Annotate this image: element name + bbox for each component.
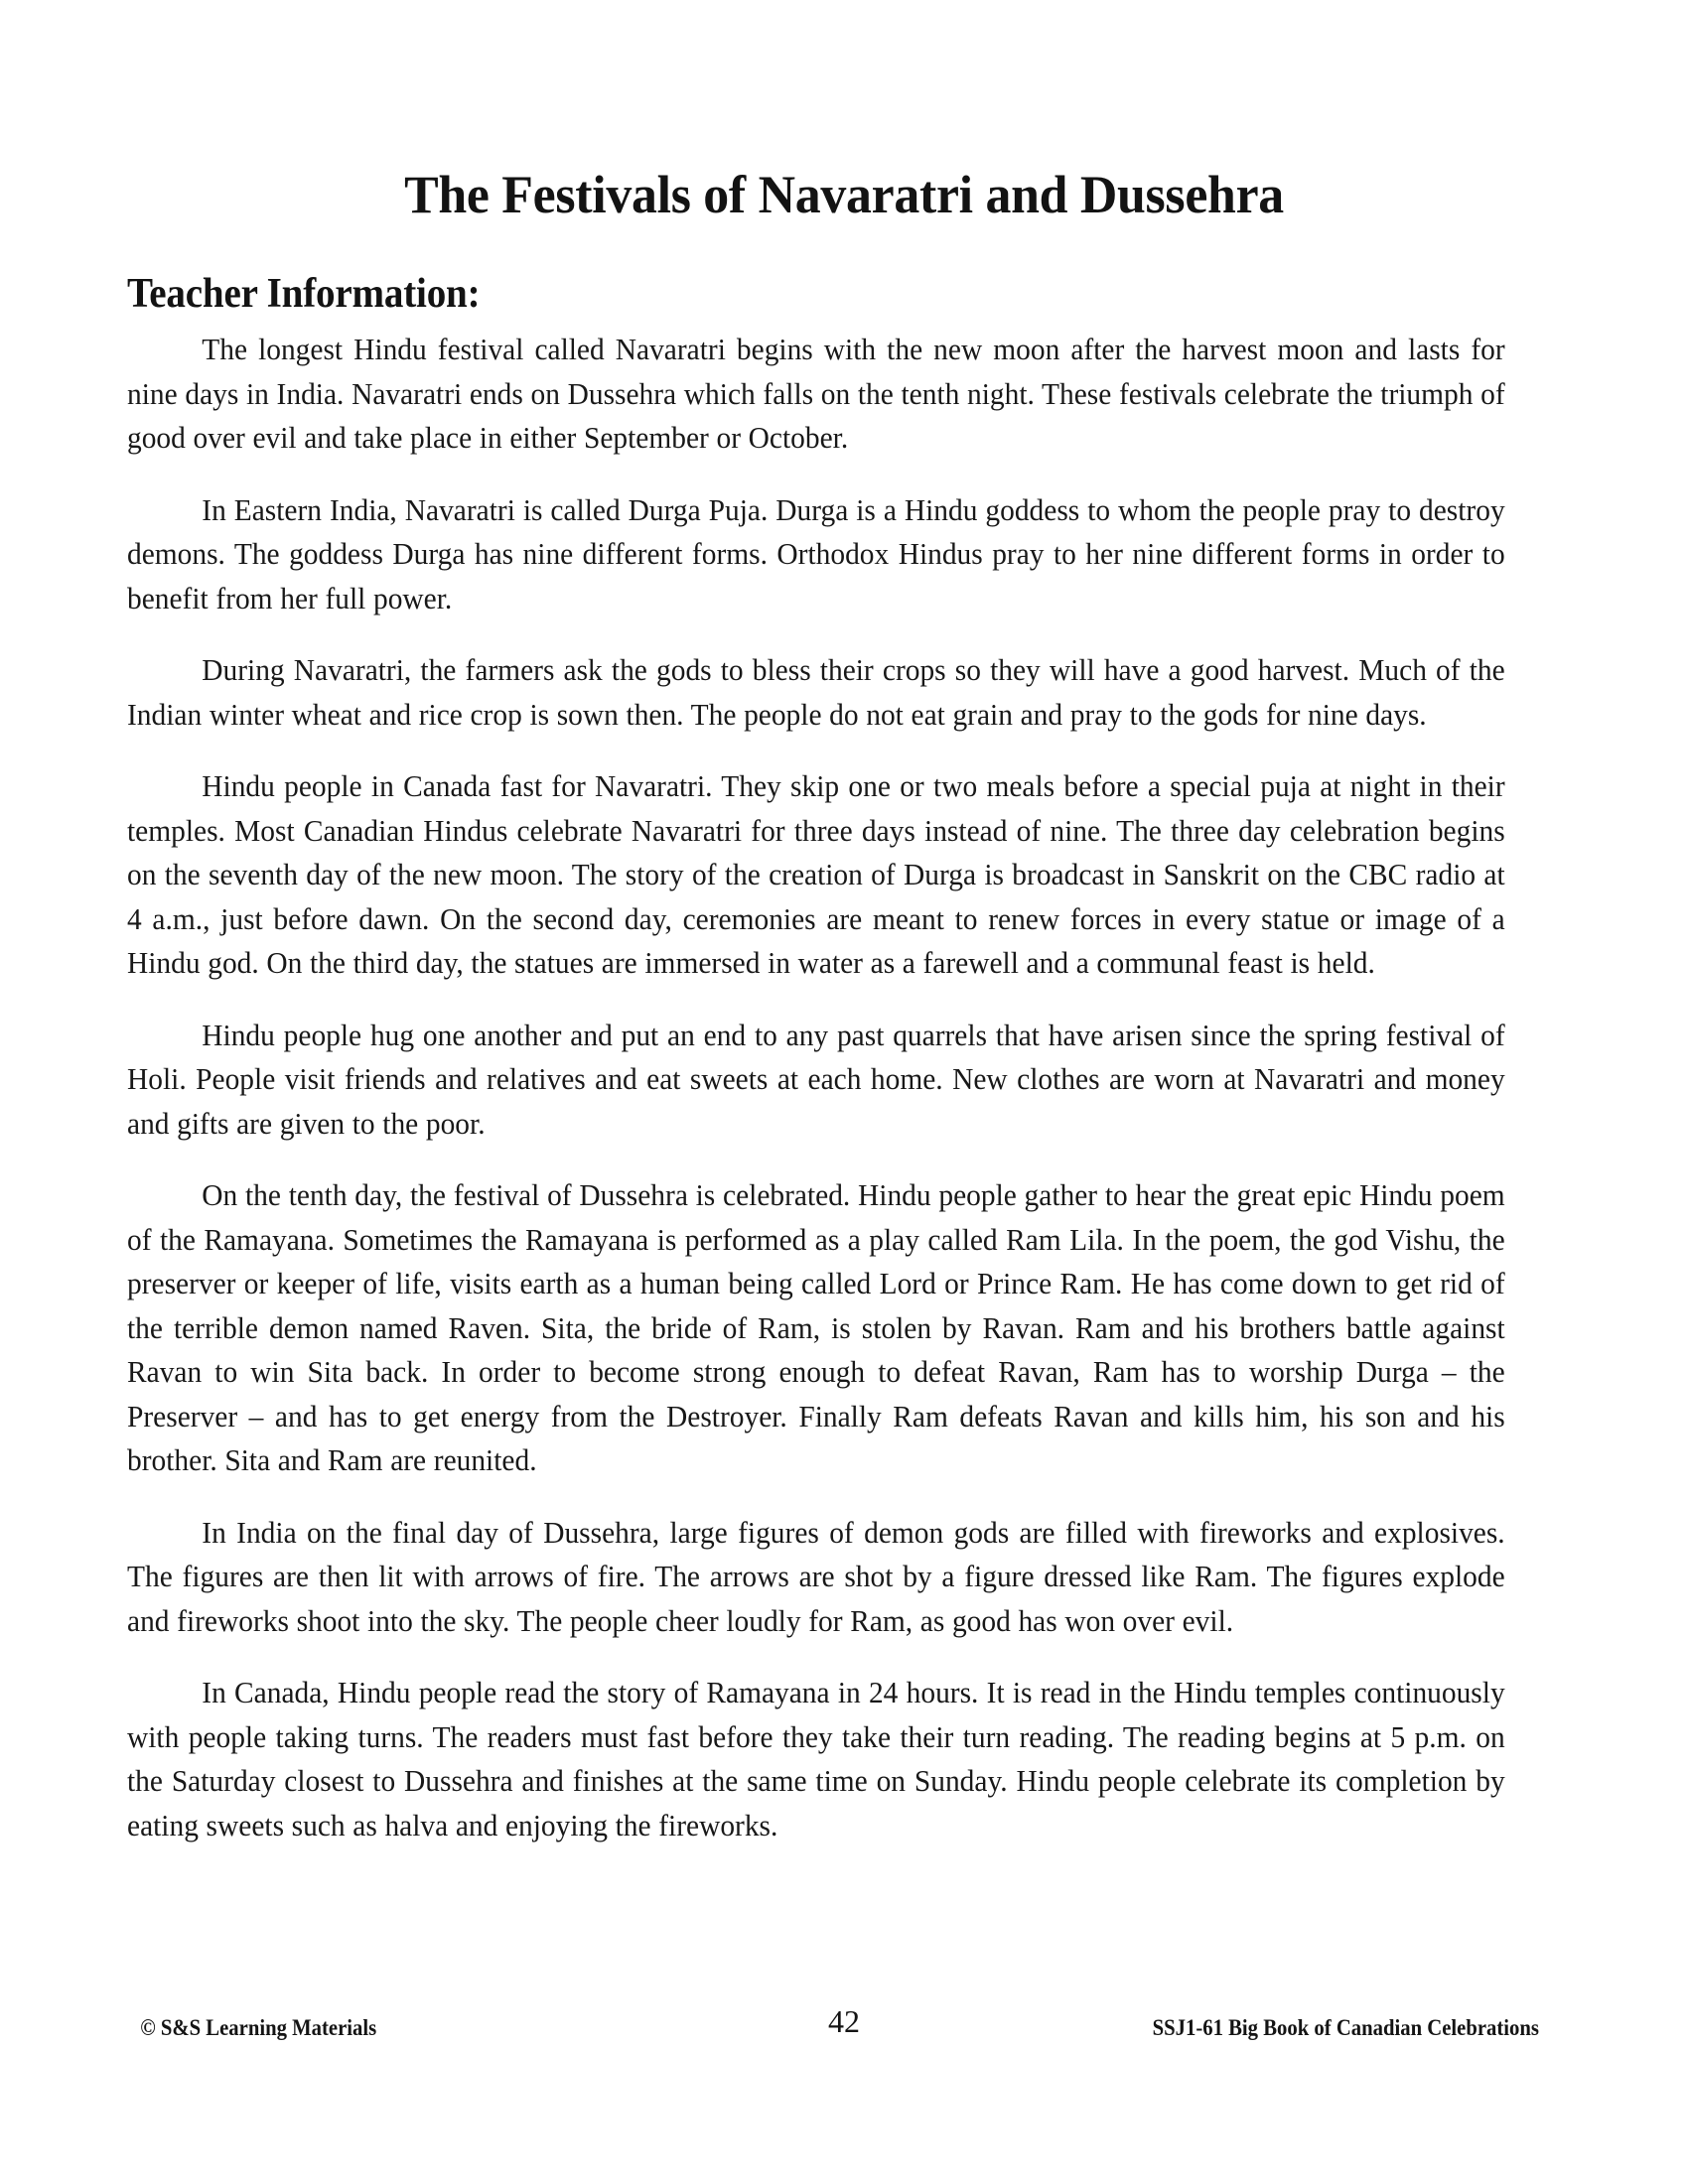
paragraph: In Eastern India, Navaratri is called Durga Puja. Durga is a Hindu goddess to whom the people pray to destroy demons. The goddess Durga has nine different forms. Orthodox Hindus pray to her nine different forms in order to benefit from her full power.: [127, 492, 1505, 615]
paragraph: Hindu people hug one another and put an end to any past quarrels that have arisen since the spring festival of Holi. People visit friends and relatives and eat sweets at each home. New clothes are worn at Navaratri and money and gifts are given to the poor.: [127, 1018, 1505, 1141]
paragraph: In India on the final day of Dussehra, large figures of demon gods are filled with fireworks and explosives. The figures are then lit with arrows of fire. The arrows are shot by a figure dressed like Ram. The figures explode and fireworks shoot into the sky. The people cheer loudly for Ram, as good has won over evil.: [127, 1515, 1505, 1638]
paragraph: In Canada, Hindu people read the story of Ramayana in 24 hours. It is read in the Hindu temples continuously with people taking turns. The readers must fast before they take their turn reading. The reading begins at 5 p.m. on the Saturday closest to Dussehra and finishes at the same time on Sunday. Hindu people celebrate its completion by eating sweets such as halva and enjoying the fireworks.: [127, 1676, 1505, 1843]
page-title: The Festivals of Navaratri and Dussehra: [404, 165, 1284, 225]
footer-page-number: 42: [828, 2003, 860, 2039]
body-text-block: [127, 328, 1555, 1847]
paragraph: Hindu people in Canada fast for Navaratri. They skip one or two meals before a special puja at night in their temples. Most Canadian Hindus celebrate Navaratri for three days instead of nine. The three day celebration begins on the seventh day of the new moon. The story of the creation of Durga is broadcast in Sanskrit on the CBC radio at 4 a.m., just before dawn. On the second day, ceremonies are meant to renew forces in every statue or image of a Hindu god. On the third day, the statues are immersed in water as a farewell and a communal feast is held.: [127, 769, 1505, 980]
paragraph: During Navaratri, the farmers ask the gods to bless their crops so they will have a good harvest. Much of the Indian winter wheat and rice crop is sown then. The people do not eat grain and pray to the gods for nine days.: [127, 653, 1505, 732]
section-heading-teacher-information: Teacher Information:: [127, 270, 481, 317]
page-footer: [127, 2003, 1561, 2041]
paragraph: The longest Hindu festival called Navaratri begins with the new moon after the harvest moon and lasts for nine days in India. Navaratri ends on Dussehra which falls on the tenth night. These festivals celebrate the triumph of good over evil and take place in either September or October.: [127, 333, 1505, 455]
footer-copyright: © S&S Learning Materials: [140, 2015, 377, 2040]
footer-book-reference: SSJ1-61 Big Book of Canadian Celebrations: [1153, 2015, 1540, 2040]
paragraph: On the tenth day, the festival of Dussehra is celebrated. Hindu people gather to hear the great epic Hindu poem of the Ramayana. Sometimes the Ramayana is performed as a play called Ram Lila. In the poem, the god Vishu, the preserver or keeper of life, visits earth as a human being called Lord or Prince Ram. He has come down to get rid of the terrible demon named Raven. Sita, the bride of Ram, is stolen by Ravan. Ram and his brothers battle against Ravan to win Sita back. In order to become strong enough to defeat Ravan, Ram has to worship Durga – the Preserver – and has to get energy from the Destroyer. Finally Ram defeats Ravan and kills him, his son and his brother. Sita and Ram are reunited.: [127, 1178, 1505, 1477]
